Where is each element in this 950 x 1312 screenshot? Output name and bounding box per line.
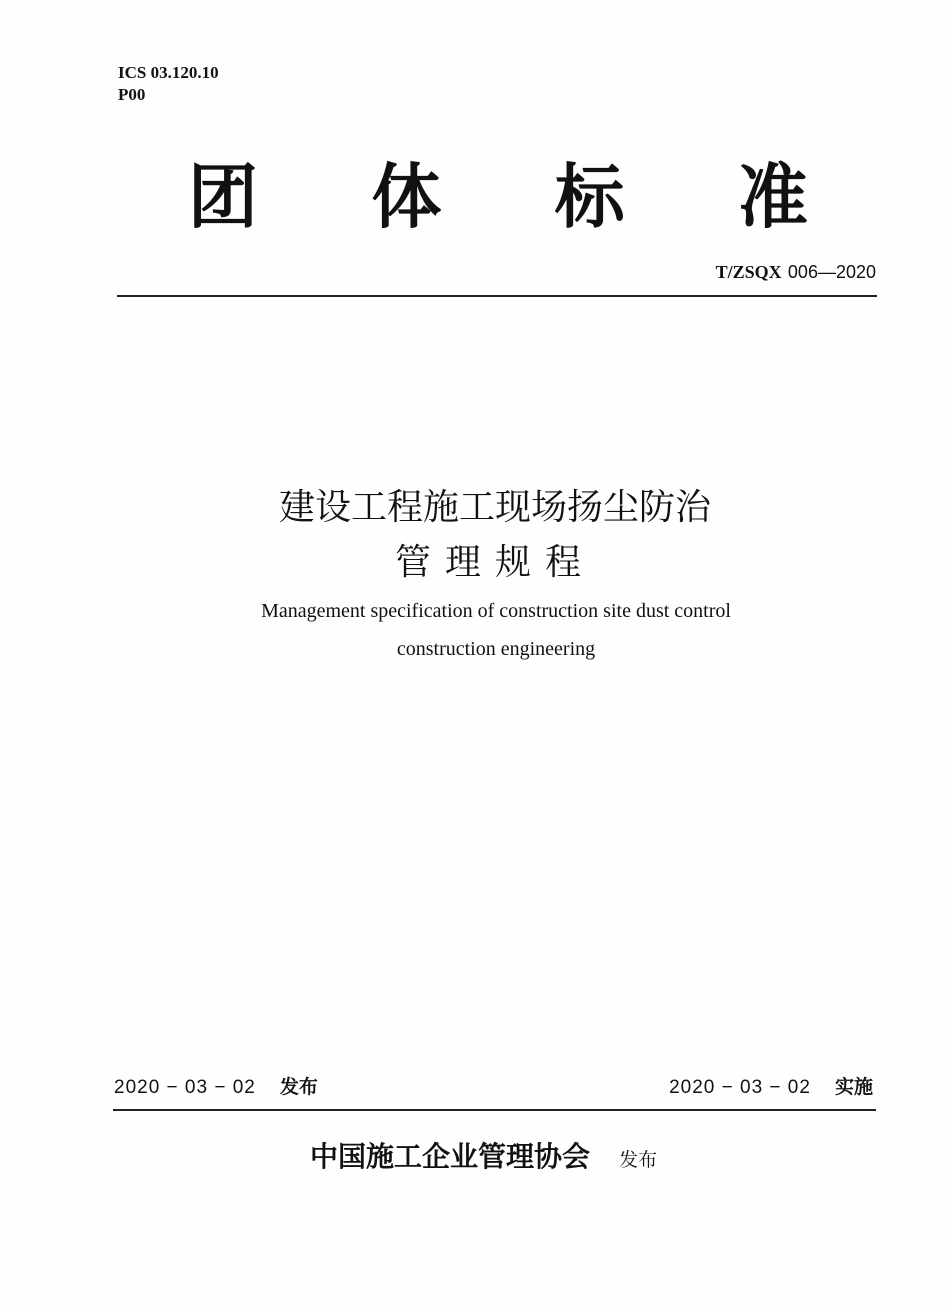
chinese-title-line-1: 建设工程施工现场扬尘防治 [278,487,711,528]
issue-label: 发布 [279,1076,318,1098]
publisher-action: 发布 [619,1149,658,1171]
standard-code [716,262,876,283]
publisher-block [310,1135,657,1175]
category-code: P00 [118,85,146,104]
standard-code-prefix: T/ZSQX [715,262,782,282]
top-divider [117,295,877,297]
standard-type-char: 团 [188,156,258,238]
standard-type-char: 标 [554,156,625,238]
standard-code-number: 006—2020 [787,262,876,282]
standard-type-heading [188,152,808,242]
standard-type-char: 准 [737,156,808,238]
effective-date: 2020 − 03 − 02 [669,1077,811,1098]
issue-date-block [114,1072,318,1099]
effective-date-block [669,1072,873,1099]
chinese-title-line-2: 管理规程 [394,542,595,583]
issue-date: 2020 − 03 − 02 [114,1077,256,1098]
effective-label: 实施 [834,1076,873,1098]
english-title-line-1: Management specification of construction site dust control [261,600,731,622]
classification-block [118,62,219,106]
standard-type-char: 体 [371,156,442,238]
publisher-name: 中国施工企业管理协会 [310,1140,591,1173]
bottom-divider [113,1109,876,1111]
ics-code: ICS 03.120.10 [118,63,219,82]
english-title-line-2: construction engineering [396,638,596,660]
